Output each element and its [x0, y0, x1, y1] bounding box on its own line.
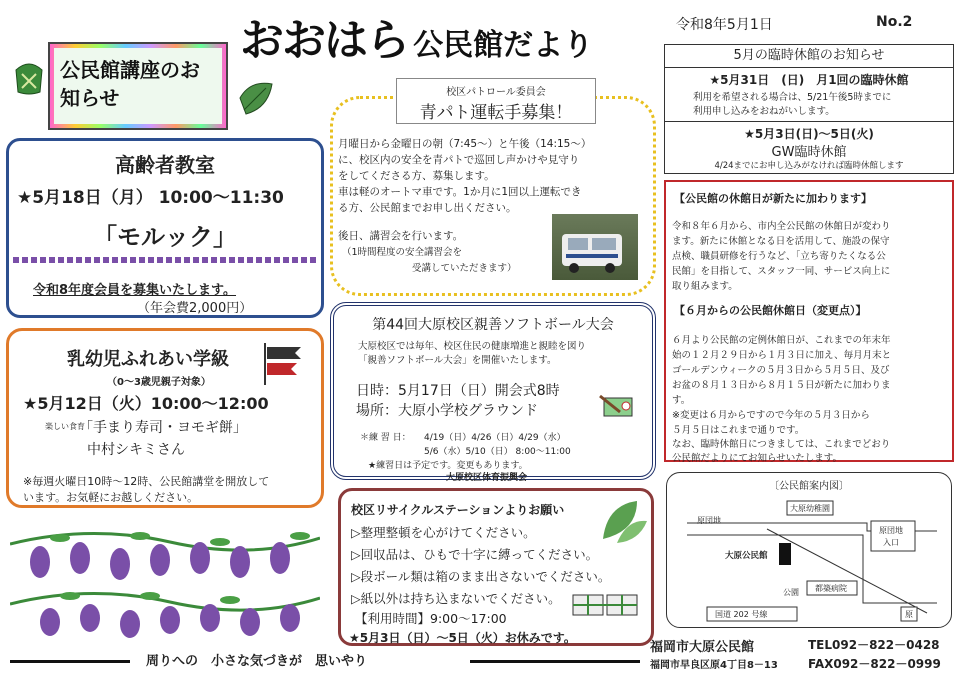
contact-name: 福岡市大原公民館 [650, 640, 755, 655]
elderly-class-topic: 「モルック」 [93, 223, 237, 251]
contact-tel: TEL092－822－0428 [808, 638, 940, 652]
masthead-title-main: おおはら [240, 15, 408, 66]
softball-place: 場所：大原小学校グラウンド [356, 403, 538, 419]
patrol-title: 青パト運転手募集！ [419, 103, 573, 123]
map-label-haradan: 原団地 [697, 516, 721, 525]
footer-rule-left [10, 660, 130, 663]
map-label-hara: 原 [905, 610, 913, 619]
closure-item-2-note: 4/24までにお申し込みがなければ臨時休館します [714, 161, 904, 171]
elderly-class-recruit: 令和8年度会員を募集いたします。 [33, 283, 237, 298]
softball-box [330, 302, 656, 483]
softball-practice-2: 5/6（水）5/10（日） 8:00～11:00 [424, 447, 571, 457]
softball-date: 日時：5月17日（日）開会式8時 [356, 383, 560, 399]
infant-class-teacher: 中村シキミさん [87, 442, 185, 458]
map-roads [667, 473, 952, 628]
closure-box [664, 44, 954, 174]
infant-class-target: （0～3歳児親子対象） [107, 377, 211, 388]
map-label-park: 公園 [783, 588, 799, 597]
holiday-p2-9: 公民館だよりにてお知らせいたします。 [672, 453, 842, 464]
softball-practice-1: 4/19（日）4/26（日）4/29（水） [424, 433, 566, 443]
leaves-icon [597, 495, 649, 547]
recycle-title: 校区リサイクルステーションよりお願い [351, 503, 565, 517]
infant-class-note-1: ※毎週火曜日10時～12時、公民館講堂を開放して [23, 475, 270, 488]
holiday-p2-4: お盆の８月１３日から８月１５日が新たに加わりま [672, 380, 891, 391]
holiday-p2-6: ※変更は６月からですので今年の５月３日から [672, 410, 870, 421]
contact-fax: FAX092－822－0999 [808, 657, 941, 671]
holiday-subtitle: 【６月からの公民館休館日（変更点）】 [674, 304, 867, 317]
patrol-line-8: 受講していただきます） [412, 263, 517, 274]
patrol-line-3: をしてくださる方、募集します。 [338, 170, 495, 182]
masthead-title-sub: 公民館だより [413, 28, 594, 63]
patrol-line-7: （1時間程度の安全講習会を [342, 247, 463, 258]
holiday-p1-4: 民館」を目指して、スタッフ一同、サービス向上に [672, 266, 891, 277]
elderly-class-fee: （年会費2,000円） [137, 301, 253, 316]
holiday-p1-3: 点検、職員研修を行うなど、「立ち寄りたくなる公 [672, 251, 886, 262]
issue-date: 令和8年5月1日 [676, 17, 773, 33]
holiday-change-box [664, 180, 954, 462]
patrol-line-2: に、校区内の安全を青パトで巡回し声かけや見守り [338, 154, 580, 166]
masthead-title [240, 4, 600, 64]
footer-rule-right [470, 660, 640, 663]
course-banner [48, 42, 228, 130]
holiday-p2-5: す。 [672, 395, 691, 406]
footer-slogan: 周りへの 小さな気づきが 思いやり [146, 654, 368, 669]
map-label-hospital: 都築病院 [815, 584, 847, 593]
patrol-org: 校区パトロール委員会 [446, 87, 546, 98]
recycle-item-4: ▷紙以外は持ち込まないでください。 [351, 591, 561, 606]
map-title: 〔公民館案内図〕 [769, 481, 849, 492]
holiday-title: 【公民館の休館日が新たに加わります】 [674, 192, 872, 205]
infant-class-title: 乳幼児ふれあい学級 [67, 349, 229, 370]
patrol-line-4: 車は軽のオートマ車です。1か月に1回以上運転でき [338, 186, 582, 198]
map-label-haradan-entrance-1: 原団地 [879, 526, 903, 535]
map-label-road: 国道 202 号線 [715, 610, 768, 619]
map-label-kindergarten: 大原幼稚園 [790, 504, 830, 513]
patrol-line-6: 後日、講習会を行います。 [338, 230, 464, 242]
softball-org: 大原校区体育振興会 [446, 473, 528, 483]
access-map [666, 472, 952, 628]
bag-icon [12, 56, 46, 96]
map-label-center: 大原公民館 [725, 551, 768, 561]
map-label-haradan-entrance-2: 入口 [883, 538, 899, 547]
holiday-p2-2: 始の１２月２９日から１月３日に加え、毎月月末と [672, 350, 892, 361]
holiday-p2-7: ５月５日はこれまで通りです。 [672, 425, 805, 436]
softball-title: 第44回大原校区親善ソフトボール大会 [372, 317, 614, 333]
wisteria-illustration [10, 520, 320, 640]
softball-practice-label: ＊練 習 日： [360, 433, 411, 443]
bat-icon [596, 392, 636, 422]
issue-number: No.2 [876, 14, 913, 30]
elderly-class-date: ★5月18日（月） 10:00～11:30 [17, 188, 284, 208]
elderly-class-title: 高齢者教室 [115, 153, 215, 177]
holiday-p2-8: なお、臨時休館日につきましては、これまでどおり [672, 439, 891, 450]
softball-desc-2: 「親善ソフトボール大会」を開催いたします。 [358, 355, 557, 366]
holiday-p1-1: 令和８年６月から、市内全公民館の休館日が変わり [672, 221, 891, 232]
recycle-box [338, 488, 654, 646]
infant-class-note-2: います。お気軽にお越しください。 [23, 491, 199, 504]
koinobori-icon [261, 341, 309, 385]
course-banner-text: 公民館講座のお知らせ [60, 58, 200, 110]
closure-item-1-note-1: 利用を希望される場合は、5/21午後5時までに [693, 92, 892, 103]
wave-divider [13, 257, 317, 263]
closure-item-2-title: ★5月3日(日)～5日(火) [744, 127, 874, 141]
infant-class-box [6, 328, 324, 508]
leaf-icon [236, 78, 276, 118]
softball-desc-1: 大原校区では毎年、校区住民の健康増進と親睦を図り [358, 341, 587, 352]
closure-item-1-note-2: 利用申し込みをおねがいします。 [693, 106, 835, 117]
closure-title: 5月の臨時休館のお知らせ [665, 45, 953, 68]
recycle-item-1: ▷整理整頓を心がけてください。 [351, 525, 536, 540]
closure-item-2-sub: GW臨時休館 [771, 145, 847, 160]
recycle-closed: ★5月3日（日）～5日（火）お休みです。 [349, 631, 576, 645]
holiday-p2-1: ６月より公民館の定例休館日が、これまでの年末年 [672, 335, 891, 346]
holiday-p1-5: 取り組みます。 [672, 281, 738, 292]
recycle-hours: 【利用時間】9:00～17:00 [355, 611, 507, 626]
infant-class-label: 楽しい食育 [45, 422, 85, 431]
infant-class-topic: 「手まり寿司・ヨモギ餅」 [79, 420, 247, 436]
elderly-class-box [6, 138, 324, 318]
contact-address: 福岡市早良区原4丁目8－13 [650, 660, 778, 671]
newspaper-bundle-icon [571, 587, 641, 617]
holiday-p1-2: ます。新たに休館となる日を活用して、施設の保守 [672, 236, 890, 247]
infant-class-date: ★5月12日（火）10:00～12:00 [23, 394, 269, 413]
recycle-item-2: ▷回収品は、ひもで十字に縛ってください。 [351, 547, 599, 562]
recycle-item-3: ▷段ボール類は箱のまま出さないでください。 [351, 569, 611, 584]
patrol-heading [396, 78, 596, 124]
patrol-line-1: 月曜日から金曜日の朝（7:45～）と午後（14:15～） [338, 138, 592, 150]
closure-divider [665, 121, 953, 122]
patrol-car-photo [552, 214, 638, 280]
holiday-p2-3: ゴールデンウィークの５月３日から５月５日、及び [672, 365, 890, 376]
softball-practice-note: ★練習日は予定です。変更もあります。 [368, 461, 528, 471]
patrol-line-5: る方、公民館までお申し出ください。 [338, 202, 517, 214]
closure-item-1-title: ★5月31日 (日) 月1回の臨時休館 [709, 73, 909, 87]
